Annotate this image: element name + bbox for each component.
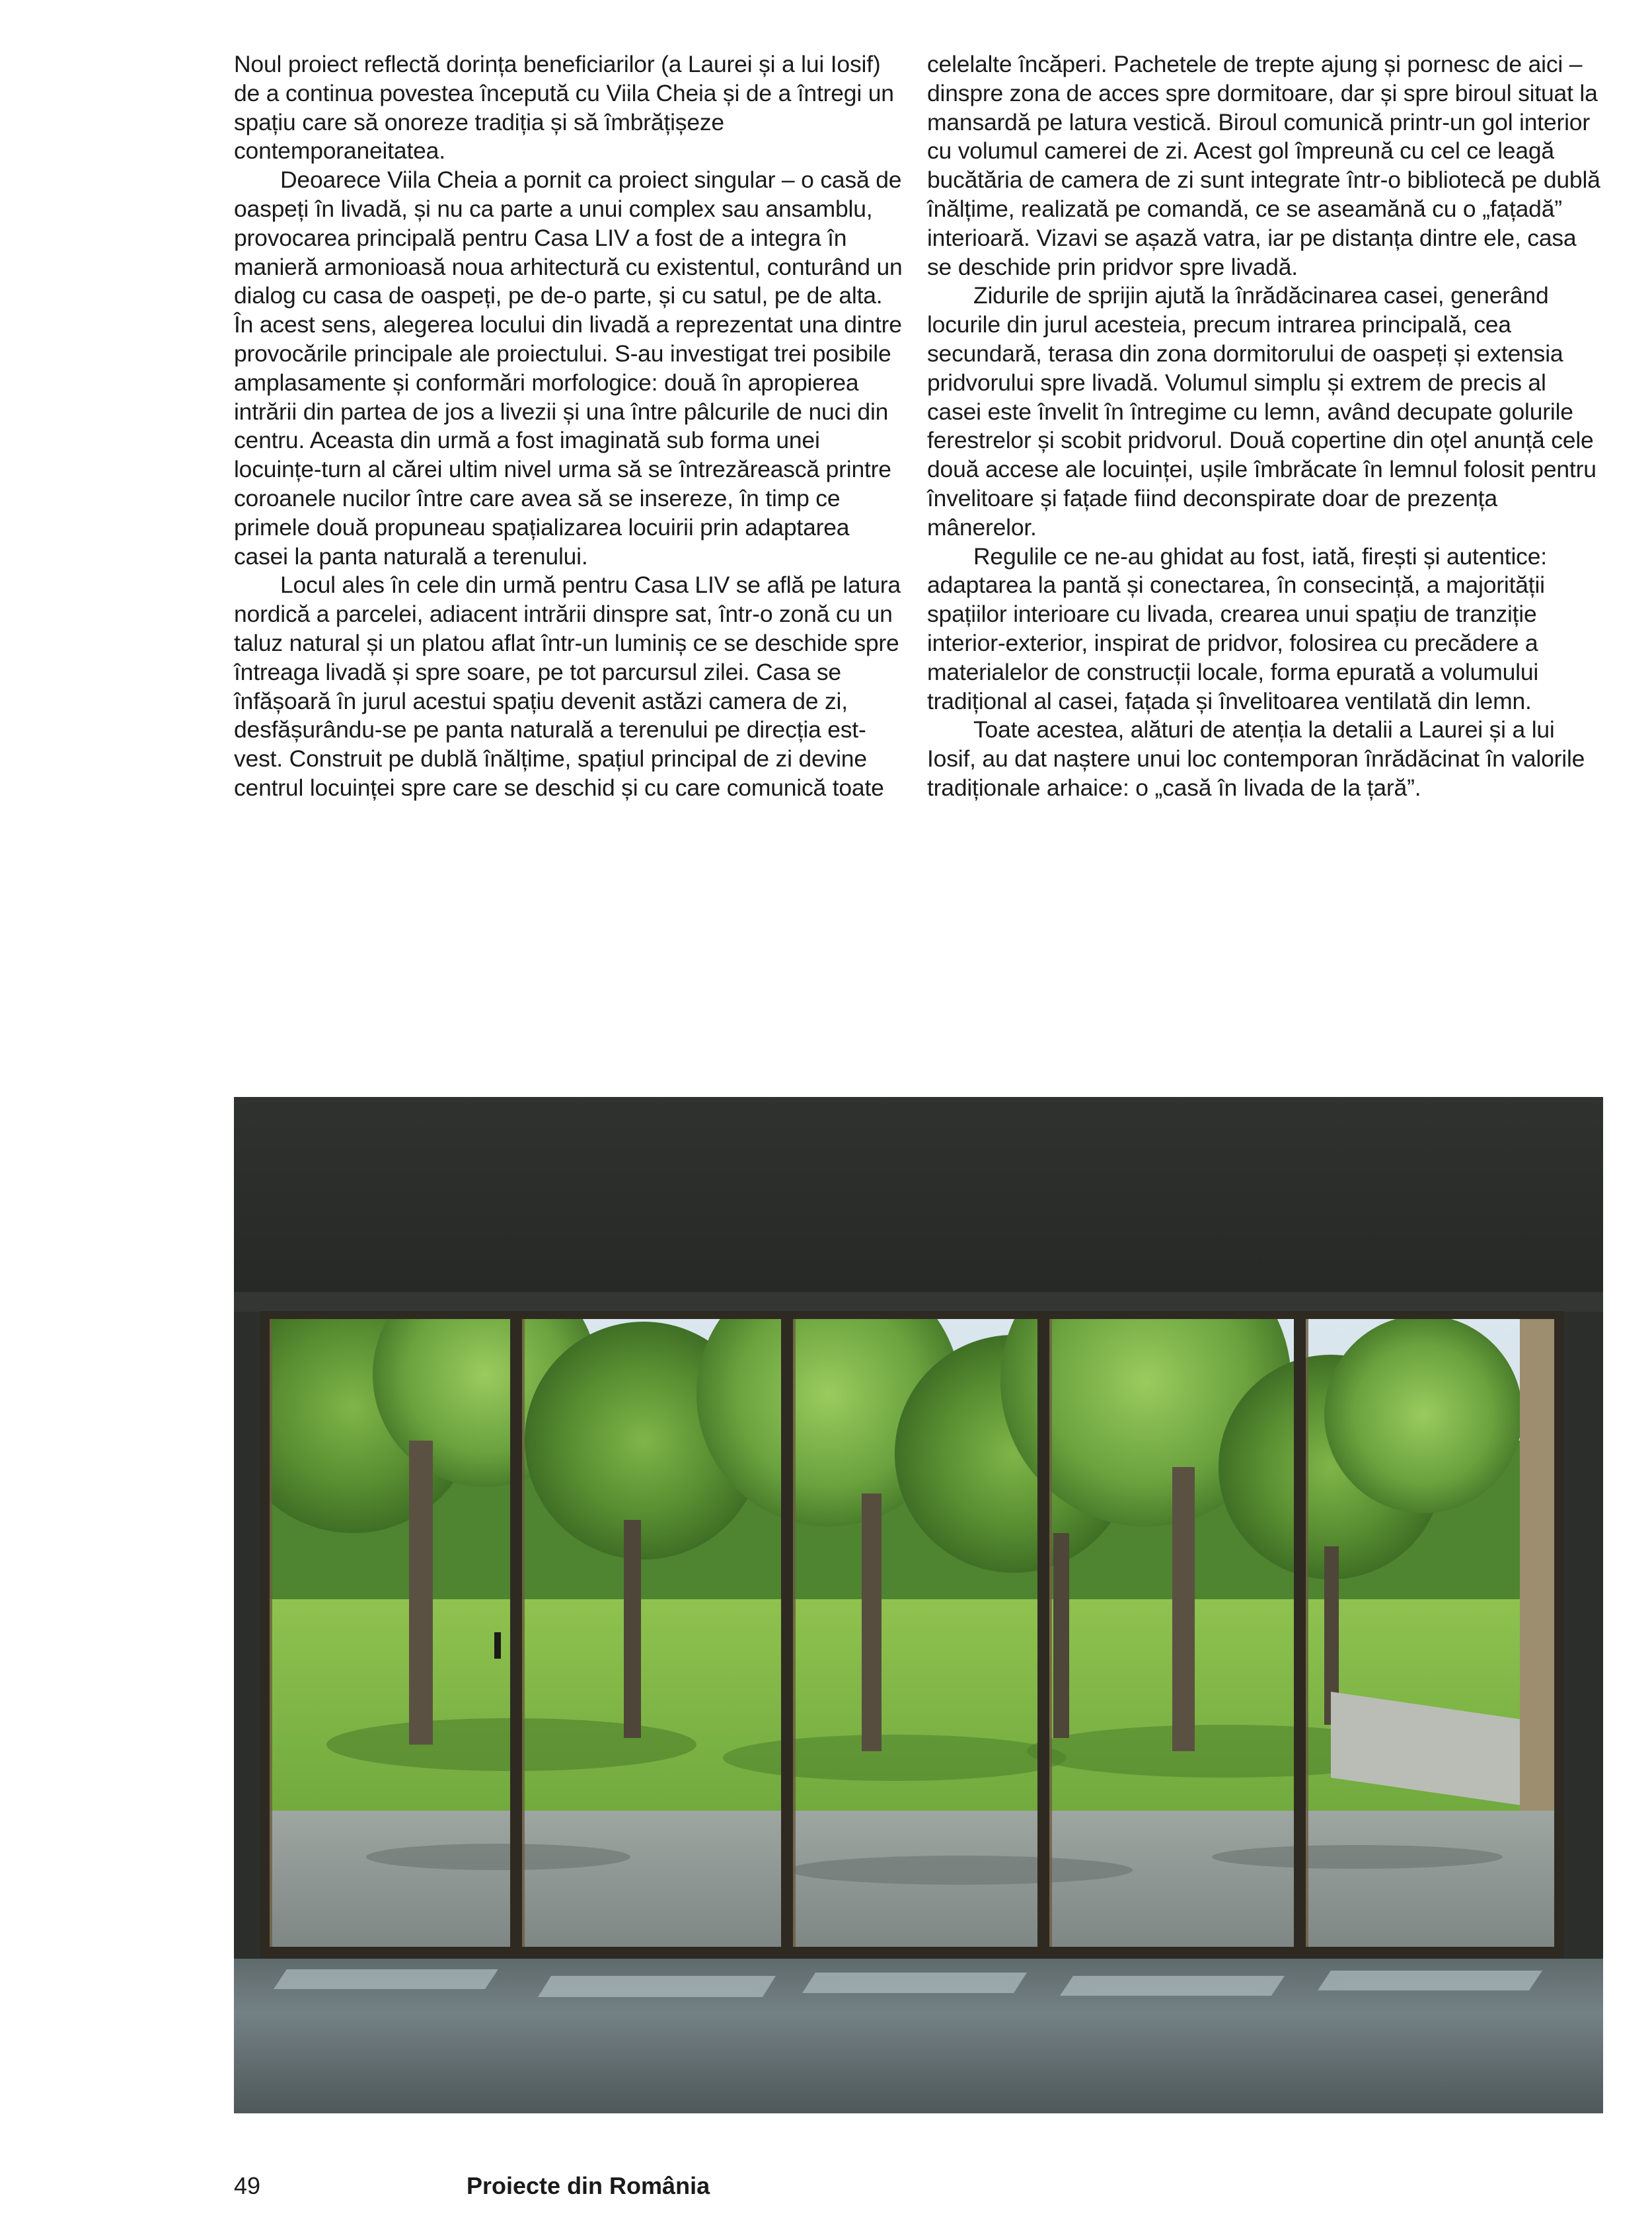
paragraph: Noul proiect reflectă dorința beneficiarilor (a Laurei și a lui Iosif) de a continua povestea începută cu Viila Cheia și de a întregi un spațiu care să onoreze tradiția și să îmbrățișeze contemporaneitatea. xyxy=(234,51,894,165)
text-column-left xyxy=(234,50,908,803)
paragraph: celelalte încăperi. Pachetele de trepte ajung și pornesc de aici – dinspre zona de acces spre dormitoare, dar și spre biroul situat la mansardă pe latura vestică. Biroul comunică printr-un gol interior cu volumul camerei de zi. Acest gol împreună cu cel ce leagă bucătăria de camera de zi sunt integrate într-o bibliotecă pe dublă înălțime, realizată pe comandă, ce se aseamănă cu o „fațadă” interioară. Vizavi se așază vatra, iar pe distanța dintre ele, casa se deschide prin pridvor spre livadă. xyxy=(927,51,1600,280)
interior-photo xyxy=(234,1097,1603,2113)
paragraph: Toate acestea, alături de atenția la detalii a Laurei și a lui Iosif, au dat naștere unui loc contemporan înrădăcinat în valorile tradiționale arhaice: o „casă în livada de la țară”. xyxy=(927,716,1585,801)
paragraph: Regulile ce ne-au ghidat au fost, iată, firești și autentice: adaptarea la pantă și conectarea, în consecință, a majorității spațiilor interioare cu livada, crearea unui spațiu de tranziție interior-exterior, inspirat de pridvor, folosirea cu precădere a materialelor de construcții locale, forma epurată a volumului tradițional al casei, fațada și învelitoarea ventilată din lemn. xyxy=(927,543,1547,714)
paragraph: Locul ales în cele din urmă pentru Casa LIV se află pe latura nordică a parcelei, adiacent intrării dinspre sat, într-o zonă cu un taluz natural și un platou aflat într-un luminiș ce se deschide spre întreaga livadă și spre soare, pe tot parcursul zilei. Casa se înfășoară în jurul acestui spațiu devenit astăzi camera de zi, desfășurându-se pe panta naturală a terenului pe direcția est-vest. Construit pe dublă înălțime, spațiul principal de zi devine centrul locuinței spre care se deschid și cu care comunică toate xyxy=(234,572,901,801)
page-number: 49 xyxy=(234,2172,261,2199)
text-column-right xyxy=(927,50,1602,803)
paragraph: Deoarece Viila Cheia a pornit ca proiect singular – o casă de oaspeți în livadă, și nu ca parte a unui complex sau ansamblu, provocarea principală pentru Casa LIV a fost de a integra în manieră armonioasă noua arhitectură cu existentul, conturând un dialog cu casa de oaspeți, pe de-o parte, și cu satul, pe de alta. În acest sens, alegerea locului din livadă a reprezentat una dintre provocările principale ale proiectului. S-au investigat trei posibile amplasamente și conformări morfologice: două în apropierea intrării din partea de jos a livezii și una între pâlcurile de nuci din centru. Aceasta din urmă a fost imaginată sub forma unei locuințe-turn al cărei ultim nivel urma să se întrezărească printre coroanele nucilor între care avea să se insereze, în timp ce primele două propuneau spațializarea locuirii prin adaptarea casei la panta naturală a terenului. xyxy=(234,167,903,570)
photo-illustration xyxy=(234,1097,1603,2113)
paragraph: Zidurile de sprijin ajută la înrădăcinarea casei, generând locurile din jurul acesteia, precum intrarea principală, cea secundară, terasa din zona dormitorului de oaspeți și extensia pridvorului spre livadă. Volumul simplu și extrem de precis al casei este învelit în întregime cu lemn, având decupate golurile ferestrelor și scobit pridvorul. Două copertine din oțel anunță cele două accese ale locuinței, ușile îmbrăcate în lemnul folosit pentru învelitoare și fațade fiind deconspirate doar de prezența mânerelor. xyxy=(927,282,1596,541)
section-title: Proiecte din România xyxy=(467,2172,710,2199)
door-handle xyxy=(494,1632,501,1659)
